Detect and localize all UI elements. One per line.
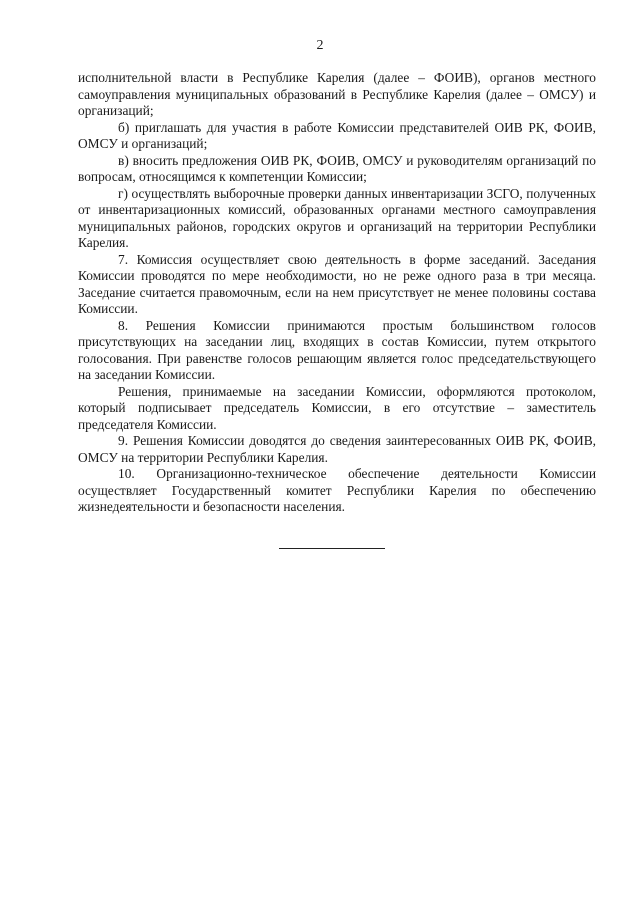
paragraph-8: 8. Решения Комиссии принимаются простым большинством голосов присутствующих на заседании лиц, входящих в состав Комиссии, путем открытого голосования. При равенстве голосов решающим является голос председательствующего на заседании Комиссии.	[78, 317, 596, 382]
paragraph-continuation: исполнительной власти в Республике Карелия (далее – ФОИВ), органов местного самоуправления муниципальных образований в Республике Карелия (далее – ОМСУ) и организаций;	[78, 70, 596, 118]
paragraph-item-b: б) приглашать для участия в работе Комиссии представителей ОИВ РК, ФОИВ, ОМСУ и организаций;	[78, 119, 596, 151]
paragraph-8-protocol: Решения, принимаемые на заседании Комиссии, оформляются протоколом, который подписывает председатель Комиссии, в его отсутствие – заместитель председателя Комиссии.	[78, 383, 596, 432]
paragraph-10: 10. Организационно-техническое обеспечение деятельности Комиссии осуществляет Государственный комитет Республики Карелия по обеспечению жизнедеятельности и безопасности населения.	[78, 466, 596, 514]
paragraph-7: 7. Комиссия осуществляет свою деятельность в форме заседаний. Заседания Комиссии проводятся по мере необходимости, но не реже одного раза в три месяца. Заседание считается правомочным, если на нем присутствует не менее половины состава Комиссии.	[78, 251, 596, 316]
paragraph-item-v: в) вносить предложения ОИВ РК, ФОИВ, ОМСУ и руководителям организаций по вопросам, относящимся к компетенции Комиссии;	[78, 152, 596, 184]
paragraph-item-g: г) осуществлять выборочные проверки данных инвентаризации ЗСГО, полученных от инвентаризационных комиссий, образованных органами местного самоуправления муниципальных районов, городских округов и организаций на территории Республики Карелия.	[78, 185, 596, 250]
page-number: 2	[316, 38, 324, 53]
paragraph-9: 9. Решения Комиссии доводятся до сведения заинтересованных ОИВ РК, ФОИВ, ОМСУ на территории Республики Карелия.	[78, 433, 596, 465]
end-separator-line	[279, 548, 385, 549]
document-body	[78, 70, 596, 516]
